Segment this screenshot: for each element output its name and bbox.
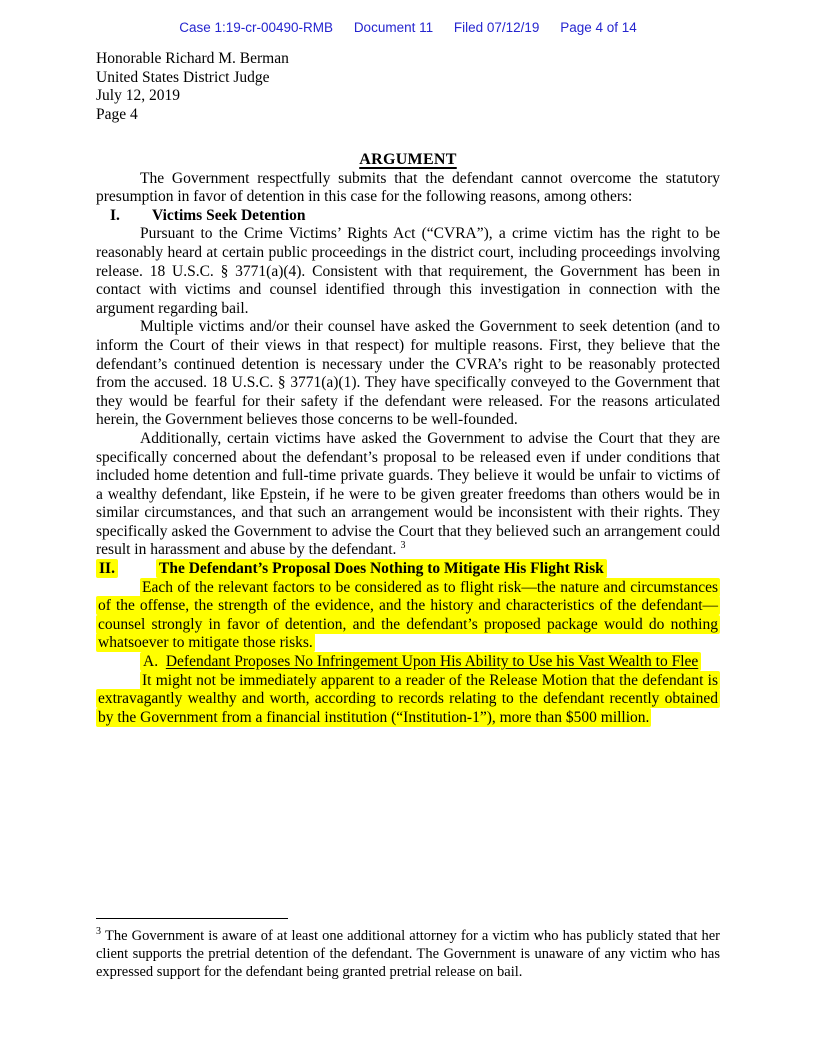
section-title-flight-risk: The Defendant’s Proposal Does Nothing to Mitigate His Flight Risk [156,560,720,579]
footnote-3 [96,928,720,981]
section-number-II: II. [96,560,156,579]
footnote-3-text: The Government is aware of at least one additional attorney for a victim who has publicly stated that her client supports the pretrial detention of the defendant. The Government is unaware of any victim who has expressed support for the defendant being granted pretrial release on bail. [96,928,720,980]
stamp-filed-date: Filed 07/12/19 [453,20,540,35]
footnote-separator-rule [96,918,288,919]
victims-paragraph-2: Multiple victims and/or their counsel have asked the Government to seek detention (and to inform the Court of their views in that respect) for multiple reasons. First, they believe that the defendant’s continued detention is necessary under the CVRA’s right to be reasonably protected from the accused. 18 U.S.C. § 3771(a)(1). They have specifically conveyed to the Government that they would be fearful for their safety if the defendant were released. For the reasons articulated herein, the Government believes those concerns to be well-founded. [96,318,720,429]
stamp-document-number: Document 11 [353,20,434,35]
subsection-title-wealth: Defendant Proposes No Infringement Upon His Ability to Use his Vast Wealth to Flee [165,653,699,671]
footnote-block [96,918,720,981]
section-number-I: I. [110,206,120,224]
stamp-case-number: Case 1:19-cr-00490-RMB [179,20,334,35]
section-title-victims: Victims Seek Detention [152,206,306,224]
victims-paragraph-1: Pursuant to the Crime Victims’ Rights Act (“CVRA”), a crime victim has the right to be reasonably heard at certain public proceedings in the district court, including proceedings involving release. 18 U.S.C. § 3771(a)(4). Consistent with that requirement, the Government has been in contact with victims and counsel identified through this investigation in connection with the argument regarding bail. [96,225,720,317]
wealth-paragraph: It might not be immediately apparent to a reader of the Release Motion that the defendant is extravagantly wealthy and worth, according to records relating to the defendant recently obtained by the Government from a financial institution (“Institution-1”), more than $500 million. [98,671,718,726]
flight-risk-paragraph: Each of the relevant factors to be considered as to flight risk—the nature and circumstances of the offense, the strength of the evidence, and the history and characteristics of the defendant—counsel strongly in favor of detention, and the defendant’s proposed package would do nothing whatsoever to mitigate those risks. [98,578,718,652]
section-heading-victims [96,207,720,226]
addressee-block [96,50,720,124]
addressee-title: United States District Judge [96,68,270,86]
footnote-3-marker: 3 [96,926,101,938]
footnote-reference-3: 3 [400,540,406,552]
document-body [96,50,720,727]
section-heading-flight-risk [96,560,720,579]
ecf-stamp-header [0,20,816,35]
intro-paragraph: The Government respectfully submits that the defendant cannot overcome the statutory presumption in favor of detention in this case for the following reasons, among others: [96,169,720,206]
letter-page-label: Page 4 [96,105,138,123]
victims-paragraph-3 [96,430,720,560]
letter-date: July 12, 2019 [96,87,180,104]
subsection-letter-A: A. [143,653,159,671]
victims-paragraph-3-text: Additionally, certain victims have asked the Government to advise the Court that they are specifically concerned about the defendant’s proposal to be released even if under conditions that included home detention and full-time private guards. They believe it would be unfair to victims of a wealthy defendant, like Epstein, if he were to be given greater freedoms than others would be in similar circumstances, and that such an arrangement would be inconsistent with their rights. They specifically asked the Government to advise the Court that they believed such an arrangement could result in harassment and abuse by the defendant. [96,429,720,559]
stamp-page-number: Page 4 of 14 [560,20,637,35]
subsection-heading-wealth [96,653,720,672]
addressee-name: Honorable Richard M. Berman [96,50,289,67]
argument-title: ARGUMENT [359,151,457,168]
